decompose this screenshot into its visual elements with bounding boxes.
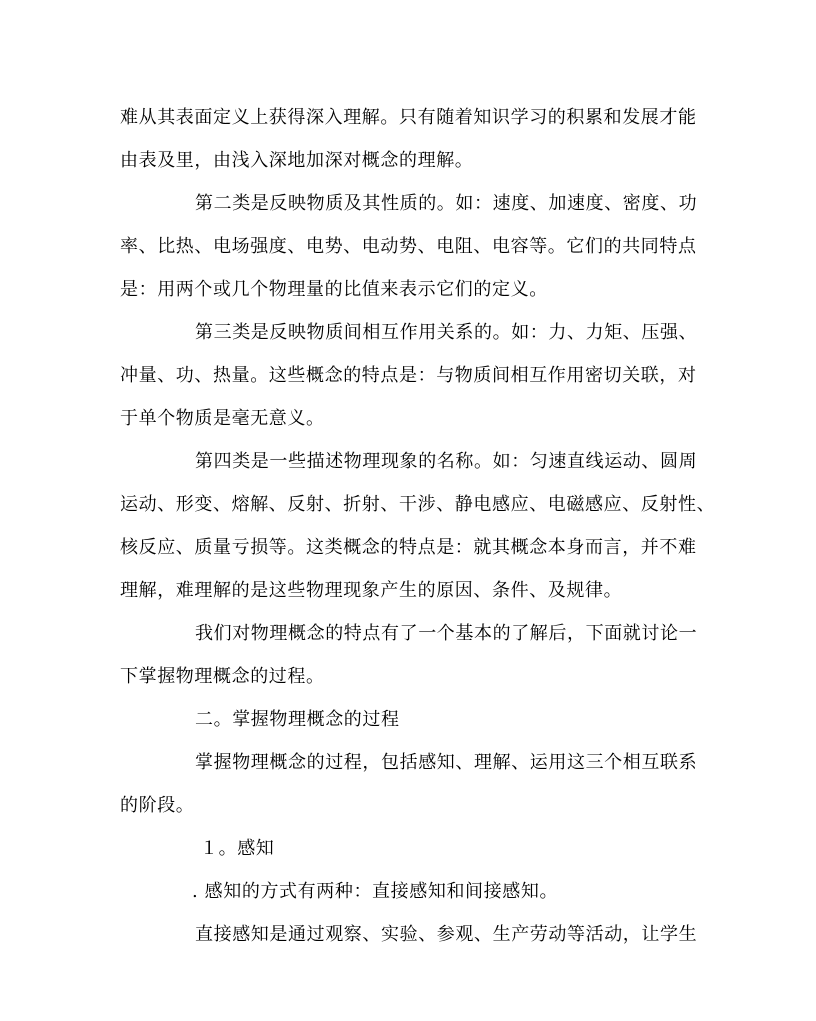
subsection-heading: １。感知	[200, 838, 275, 859]
text-line: 下掌握物理概念的过程。	[120, 666, 325, 687]
text-line: 冲量、功、热量。这些概念的特点是：与物质间相互作用密切关联，对	[120, 365, 697, 386]
text-line: 的阶段。	[120, 795, 195, 816]
text-line: 理解，难理解的是这些物理现象产生的原因、条件、及规律。	[120, 580, 623, 601]
paragraph-start-line: 我们对物理概念的特点有了一个基本的了解后，下面就讨论一	[195, 623, 698, 644]
text-line: 运动、形变、熔解、反射、折射、干涉、静电感应、电磁感应、反射性、	[120, 494, 716, 515]
text-line: 于单个物质是毫无意义。	[120, 408, 325, 429]
text-line: 核反应、质量亏损等。这类概念的特点是：就其概念本身而言，并不难	[120, 537, 697, 558]
text-line: 是：用两个或几个物理量的比值来表示它们的定义。	[120, 279, 548, 300]
section-heading: 二。掌握物理概念的过程	[195, 709, 400, 730]
text-line: 由表及里，由浅入深地加深对概念的理解。	[120, 150, 474, 171]
text-line: 难从其表面定义上获得深入理解。只有随着知识学习的积累和发展才能	[120, 107, 697, 128]
paragraph-start-line: . 感知的方式有两种：直接感知和间接感知。	[192, 881, 559, 902]
paragraph-start-line: 直接感知是通过观察、实验、参观、生产劳动等活动，让学生	[195, 924, 698, 945]
paragraph-start-line: 第二类是反映物质及其性质的。如：速度、加速度、密度、功	[195, 193, 698, 214]
paragraph-start-line: 第三类是反映物质间相互作用关系的。如：力、力矩、压强、	[195, 322, 698, 343]
text-line: 率、比热、电场强度、电势、电动势、电阻、电容等。它们的共同特点	[120, 236, 697, 257]
paragraph-start-line: 掌握物理概念的过程，包括感知、理解、运用这三个相互联系	[195, 752, 698, 773]
paragraph-start-line: 第四类是一些描述物理现象的名称。如：匀速直线运动、圆周	[195, 451, 698, 472]
